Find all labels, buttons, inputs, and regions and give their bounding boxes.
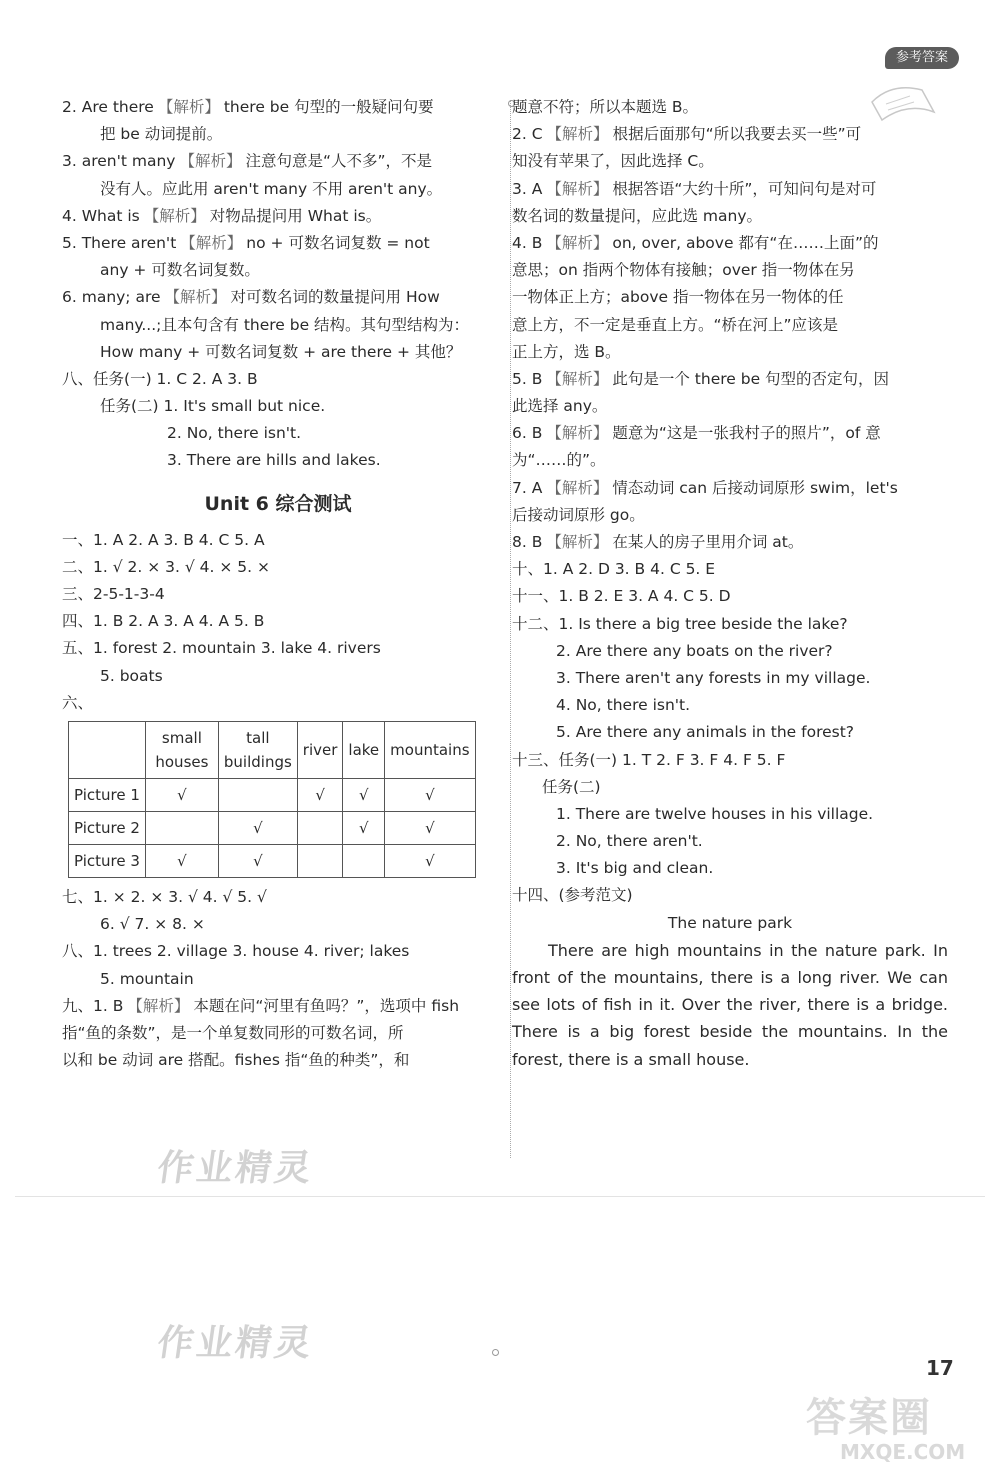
divider-dot-icon xyxy=(492,1349,499,1356)
answer-line xyxy=(62,993,494,1020)
analysis-tag: 【解析】 xyxy=(546,125,609,144)
analysis-tag: 【解析】 xyxy=(179,152,242,171)
section-line: 十一、1. B 2. E 3. A 4. C 5. D xyxy=(512,587,731,606)
answer-label: 九、1. B xyxy=(62,996,124,1015)
divider-line xyxy=(15,1196,985,1197)
site-url-watermark: MXQE.COM xyxy=(840,1440,966,1464)
section-line: 6. √ 7. × 8. × xyxy=(100,915,205,934)
answer-line xyxy=(62,94,494,121)
answer-label: 2. C xyxy=(512,125,543,144)
answer-key-badge: 参考答案 xyxy=(885,47,959,69)
answer-line xyxy=(512,94,948,121)
answer-line xyxy=(62,1020,494,1047)
table-cell: √ xyxy=(343,778,385,811)
table-cell: √ xyxy=(218,811,297,844)
section-line: 1. There are twelve houses in his village. xyxy=(556,804,874,823)
answer-line xyxy=(512,420,948,447)
section-line: 5. mountain xyxy=(100,969,194,988)
answer-text: 题意不符；所以本题选 B。 xyxy=(512,98,699,116)
section-ba-task2-line2: 2. No, there isn't. xyxy=(167,424,302,443)
answer-label: 4. What is xyxy=(62,206,140,225)
section-line: 3. It's big and clean. xyxy=(556,859,714,878)
answer-line xyxy=(512,502,948,529)
answer-text: 正上方，选 B。 xyxy=(512,342,621,361)
table-cell xyxy=(218,778,297,811)
answer-label: 4. B xyxy=(512,233,543,252)
section-line: 十三、任务(一) 1. T 2. F 3. F 4. F 5. F xyxy=(512,750,786,769)
answer-line xyxy=(512,284,948,311)
section-line: 一、1. A 2. A 3. B 4. C 5. A xyxy=(62,530,265,549)
answer-text: 题意为“这是一张我村子的照片”，of 意 xyxy=(612,424,881,443)
answer-text: 对可数名词的数量提问用 How xyxy=(230,288,440,307)
answer-text: there be 句型的一般疑问句要 xyxy=(223,98,434,116)
table-body xyxy=(69,778,476,877)
answer-text: 知没有苹果了，因此选择 C。 xyxy=(512,152,714,171)
section-line: 三、2-5-1-3-4 xyxy=(62,585,165,603)
table-cell: √ xyxy=(385,778,475,811)
page-number: 17 xyxy=(926,1356,954,1380)
answer-line xyxy=(62,148,494,175)
table-header-cell: mountains xyxy=(385,721,475,778)
table-cell xyxy=(297,844,343,877)
analysis-tag: 【解析】 xyxy=(546,424,609,443)
section-line: 2. No, there aren't. xyxy=(556,832,703,851)
answer-label: 5. B xyxy=(512,369,543,388)
answer-line xyxy=(512,176,948,203)
picture-feature-table xyxy=(68,721,476,878)
answer-line xyxy=(62,176,494,203)
answer-text: 数名词的数量提问，应此选 many。 xyxy=(512,206,763,225)
answer-text: 后接动词原形 go。 xyxy=(512,505,645,524)
table-row xyxy=(69,778,476,811)
answer-label: 6. B xyxy=(512,424,543,443)
section-line: 任务(二) xyxy=(542,777,601,796)
answer-text: How many + 可数名词复数 + are there + 其他？ xyxy=(100,342,462,361)
section-line: 4. No, there isn't. xyxy=(556,696,691,715)
answer-line xyxy=(62,203,494,230)
section-line: 五、1. forest 2. mountain 3. lake 4. rivers xyxy=(62,639,381,658)
table-cell xyxy=(343,844,385,877)
answer-label: 2. Are there xyxy=(62,98,154,116)
column-divider xyxy=(510,100,511,1158)
answer-text: 对物品提问用 What is。 xyxy=(209,206,382,225)
section-line: 七、1. × 2. × 3. √ 4. √ 5. √ xyxy=(62,887,267,906)
section-line: 八、1. trees 2. village 3. house 4. river; lakes xyxy=(62,942,410,961)
answer-line xyxy=(512,393,948,420)
section-ba-task1: 八、任务(一) 1. C 2. A 3. B xyxy=(62,369,258,388)
answer-line xyxy=(512,475,948,502)
section-line: 四、1. B 2. A 3. A 4. A 5. B xyxy=(62,612,265,631)
essay-body: There are high mountains in the nature park. In front of the mountains, there is a long river. We can see lots of fish in it. Over the river, there is a bridge. There is a big forest beside the mountains. In the forest, there is a small house. xyxy=(512,940,948,1069)
table-header-cell: tall buildings xyxy=(218,721,297,778)
answer-line xyxy=(62,121,494,148)
table-cell: √ xyxy=(145,844,218,877)
table-row-label: Picture 2 xyxy=(69,811,146,844)
answer-text: 把 be 动词提前。 xyxy=(100,125,223,144)
table-cell: √ xyxy=(385,811,475,844)
answer-text: many...;且本句含有 there be 结构。其句型结构为： xyxy=(100,315,470,334)
answer-line xyxy=(512,366,948,393)
answer-label: 7. A xyxy=(512,478,543,497)
answer-line xyxy=(62,257,494,284)
section-jiu-block xyxy=(62,993,494,1075)
answer-text: no + 可数名词复数 = not xyxy=(246,233,430,252)
answer-text: 此选择 any。 xyxy=(512,397,608,416)
watermark: 作业精灵 xyxy=(154,1148,317,1189)
answer-line xyxy=(512,339,948,366)
analysis-tag: 【解析】 xyxy=(180,233,243,252)
analysis-tag: 【解析】 xyxy=(546,233,609,252)
analysis-tag: 【解析】 xyxy=(546,533,609,551)
answer-text: 指“鱼的条数”，是一个单复数同形的可数名词，所 xyxy=(62,1023,404,1042)
table-header-cell: small houses xyxy=(145,721,218,778)
answer-text: 以和 be 动词 are 搭配。fishes 指“鱼的种类”，和 xyxy=(62,1051,410,1070)
answer-line xyxy=(62,230,494,257)
answer-line xyxy=(512,121,948,148)
answer-text: 在某人的房子里用介词 at。 xyxy=(612,533,804,551)
section-line: 二、1. √ 2. × 3. √ 4. × 5. × xyxy=(62,557,271,576)
table-header-cell: river xyxy=(297,721,343,778)
answer-label: 5. There aren't xyxy=(62,233,177,252)
answer-line xyxy=(512,148,948,175)
answer-line xyxy=(62,312,494,339)
answer-line xyxy=(62,284,494,311)
right-answers-block xyxy=(512,94,948,556)
analysis-tag: 【解析】 xyxy=(157,98,220,116)
answer-line xyxy=(62,339,494,366)
section-line: 2. Are there any boats on the river? xyxy=(556,641,833,660)
table-row xyxy=(69,844,476,877)
analysis-tag: 【解析】 xyxy=(127,996,190,1015)
answer-text: 情态动词 can 后接动词原形 swim，let's xyxy=(612,478,898,497)
analysis-tag: 【解析】 xyxy=(546,179,609,198)
answer-line xyxy=(512,230,948,257)
table-row-label: Picture 1 xyxy=(69,778,146,811)
answer-text: 没有人。应此用 aren't many 不用 aren't any。 xyxy=(100,179,443,198)
section-ba-task2-line3: 3. There are hills and lakes. xyxy=(167,451,381,470)
section-line: 六、 xyxy=(62,693,94,712)
table-header-row xyxy=(69,721,476,778)
watermark: 作业精灵 xyxy=(154,1323,317,1364)
table-cell xyxy=(145,811,218,844)
answer-label: 3. aren't many xyxy=(62,152,176,171)
unit-title: Unit 6 综合测试 xyxy=(204,492,352,515)
answer-text: any + 可数名词复数。 xyxy=(100,261,260,280)
answer-label: 6. many; are xyxy=(62,288,161,307)
table-cell: √ xyxy=(343,811,385,844)
answer-text: on, over, above 都有“在……上面”的 xyxy=(612,233,879,252)
answer-line xyxy=(512,312,948,339)
section-line: 3. There aren't any forests in my village. xyxy=(556,668,871,687)
answer-line xyxy=(512,203,948,230)
table-cell: √ xyxy=(145,778,218,811)
table-cell: √ xyxy=(297,778,343,811)
answer-text: 注意句意是“人不多”，不是 xyxy=(245,152,433,171)
answer-line xyxy=(512,447,948,474)
section-line: 5. boats xyxy=(100,666,163,685)
analysis-tag: 【解析】 xyxy=(143,206,206,225)
right-column xyxy=(512,94,948,1073)
answer-line xyxy=(512,257,948,284)
table-cell xyxy=(297,811,343,844)
answer-text: 一物体正上方；above 指一物体在另一物体的任 xyxy=(512,288,844,307)
section-line: 十四、(参考范文) xyxy=(512,886,633,905)
answer-text: 此句是一个 there be 句型的否定句，因 xyxy=(612,369,890,388)
table-cell: √ xyxy=(385,844,475,877)
section-line: 5. Are there any animals in the forest? xyxy=(556,723,855,742)
essay-title: The nature park xyxy=(667,913,793,932)
answer-label: 3. A xyxy=(512,179,543,198)
analysis-tag: 【解析】 xyxy=(546,369,609,388)
section-line: 十、1. A 2. D 3. B 4. C 5. E xyxy=(512,560,716,579)
table-cell: √ xyxy=(218,844,297,877)
left-intro-block xyxy=(62,94,494,366)
table-header-cell xyxy=(69,721,146,778)
analysis-tag: 【解析】 xyxy=(164,288,227,307)
site-logo-watermark: 答案圈 xyxy=(806,1395,932,1441)
answer-text: 根据答语“大约十所”，可知问句是对可 xyxy=(612,179,877,198)
table-row-label: Picture 3 xyxy=(69,844,146,877)
table-header-cell: lake xyxy=(343,721,385,778)
section-ba-task2-line1: 任务(二) 1. It's small but nice. xyxy=(100,397,326,416)
left-column xyxy=(62,94,494,1074)
section-line: 十二、1. Is there a big tree beside the lake? xyxy=(512,614,848,633)
answer-text: 本题在问“河里有鱼吗？”，选项中 fish xyxy=(193,996,460,1015)
answer-text: 意上方，不一定是垂直上方。“桥在河上”应该是 xyxy=(512,315,839,334)
answer-text: 根据后面那句“所以我要去买一些”可 xyxy=(612,125,862,144)
answer-label: 8. B xyxy=(512,533,543,551)
table-row xyxy=(69,811,476,844)
answer-line xyxy=(512,529,948,556)
answer-text: 为“……的”。 xyxy=(512,451,606,470)
analysis-tag: 【解析】 xyxy=(546,478,609,497)
answer-text: 意思；on 指两个物体有接触；over 指一物体在另 xyxy=(512,261,855,280)
answer-line xyxy=(62,1047,494,1074)
